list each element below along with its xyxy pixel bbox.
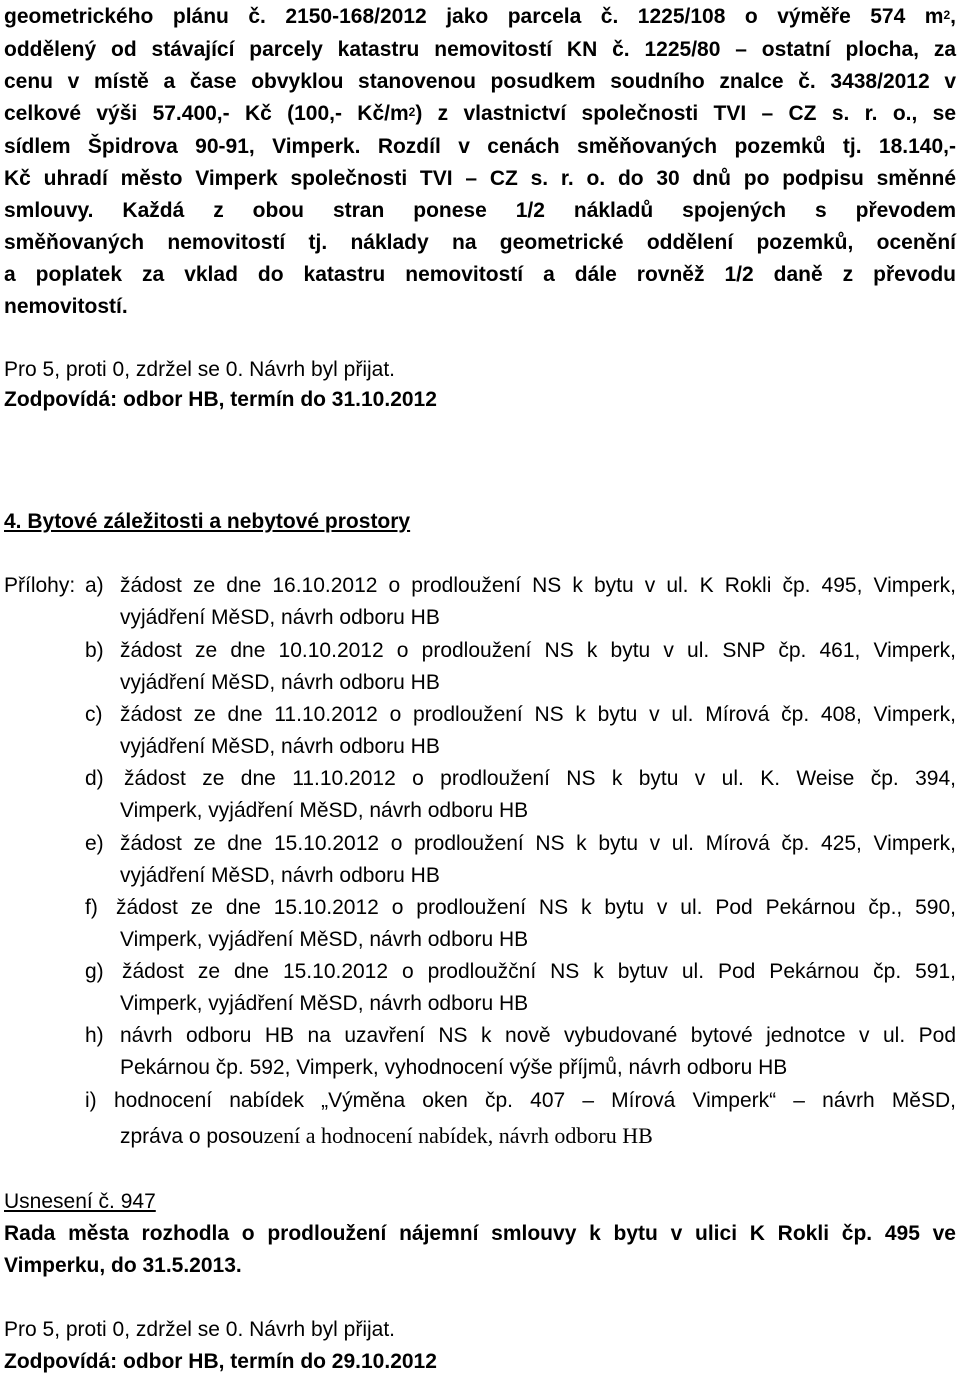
attachment-item: žádost ze dne 11.10.2012 o prodloužení NS k bytu v ul. Mírová čp. 408, Vimperk,: [120, 703, 956, 726]
attachments-label: Přílohy:: [4, 574, 76, 597]
resolution-text-line: Rada města rozhodla o prodloužení nájemní smlouvy k bytu v ulici K Rokli čp. 495 ve: [4, 1222, 956, 1245]
paragraph-line: Kč uhradí město Vimperk společnosti TVI – CZ s. r. o. do 30 dnů po podpisu směnné: [4, 167, 956, 190]
attachment-item: hodnocení nabídek „Výměna oken čp. 407 – Mírová Vimperk“ – návrh MěSD,: [114, 1089, 956, 1112]
attachment-item: žádost ze dne 16.10.2012 o prodloužení NS k bytu v ul. K Rokli čp. 495, Vimperk,: [120, 574, 956, 597]
attachment-item-cont: Vimperk, vyjádření MěSD, návrh odboru HB: [120, 928, 529, 951]
responsible-note: Zodpovídá: odbor HB, termín do 29.10.2012: [4, 1350, 437, 1373]
resolution-title: Usnesení č. 947: [4, 1190, 156, 1213]
attachment-item-cont: vyjádření MěSD, návrh odboru HB: [120, 735, 440, 758]
attachment-item: žádost ze dne 15.10.2012 o prodloužení NS k bytu v ul. Mírová čp. 425, Vimperk,: [120, 832, 956, 855]
attachment-item-cont: Vimperk, vyjádření MěSD, návrh odboru HB: [120, 799, 529, 822]
paragraph-line: cenu v místě a čase obvyklou stanovenou posudkem soudního znalce č. 3438/2012 v: [4, 70, 956, 93]
paragraph-line: a poplatek za vklad do katastru nemovitostí a dále rovněž 1/2 daně z převodu: [4, 263, 956, 286]
vote-result: Pro 5, proti 0, zdržel se 0. Návrh byl přijat.: [4, 358, 395, 381]
paragraph-line: směňovaných nemovitostí tj. náklady na geometrické oddělení pozemků, ocenění: [4, 231, 956, 254]
section-heading: 4. Bytové záležitosti a nebytové prostory: [4, 510, 411, 533]
attachment-marker: f): [85, 896, 98, 919]
paragraph-line: celkové výši 57.400,- Kč (100,- $Kč/m^2$) z vlastnictví společnosti TVI – CZ s. r. o., se: [4, 102, 956, 125]
attachment-item-cont: vyjádření MěSD, návrh odboru HB: [120, 671, 440, 694]
attachment-item: žádost ze dne 15.10.2012 o prodloužční NS k bytuv ul. Pod Pekárnou čp. 591,: [122, 960, 956, 983]
attachment-item-cont: Pekárnou čp. 592, Vimperk, vyhodnocení výše příjmů, návrh odboru HB: [120, 1056, 788, 1079]
attachment-marker: e): [85, 832, 104, 855]
resolution-text-line: Vimperku, do 31.5.2013.: [4, 1254, 242, 1277]
vote-result: Pro 5, proti 0, zdržel se 0. Návrh byl přijat.: [4, 1318, 395, 1341]
attachment-item-cont: zpráva o posouzení a hodnocení nabídek, návrh odboru HB: [120, 1123, 653, 1148]
paragraph-line: geometrického plánu č. 2150-168/2012 jako parcela č. 1225/108 o výměře 574 $m^2$,: [4, 5, 956, 28]
paragraph-line: nemovitostí.: [4, 295, 128, 318]
paragraph-line: sídlem Špidrova 90-91, Vimperk. Rozdíl v cenách směňovaných pozemků tj. 18.140,-: [4, 135, 956, 158]
attachment-marker: i): [85, 1089, 97, 1112]
attachment-item-cont: Vimperk, vyjádření MěSD, návrh odboru HB: [120, 992, 529, 1015]
attachment-item: návrh odboru HB na uzavření NS k nově vybudované bytové jednotce v ul. Pod: [120, 1024, 956, 1047]
attachment-marker: b): [85, 639, 104, 662]
responsible-note: Zodpovídá: odbor HB, termín do 31.10.2012: [4, 388, 437, 411]
attachment-marker: h): [85, 1024, 104, 1047]
attachment-marker: a): [85, 574, 104, 597]
attachment-marker: d): [85, 767, 104, 790]
attachment-marker: g): [85, 960, 104, 983]
attachment-item-cont: vyjádření MěSD, návrh odboru HB: [120, 864, 440, 887]
paragraph-line: smlouvy. Každá z obou stran ponese 1/2 nákladů spojených s převodem: [4, 199, 956, 222]
paragraph-line: oddělený od stávající parcely katastru nemovitostí KN č. 1225/80 – ostatní plocha, za: [4, 38, 956, 61]
attachment-item: žádost ze dne 10.10.2012 o prodloužení NS k bytu v ul. SNP čp. 461, Vimperk,: [120, 639, 956, 662]
attachment-marker: c): [85, 703, 103, 726]
attachment-item: žádost ze dne 15.10.2012 o prodloužení NS k bytu v ul. Pod Pekárnou čp., 590,: [116, 896, 956, 919]
attachment-item: žádost ze dne 11.10.2012 o prodloužení NS k bytu v ul. K. Weise čp. 394,: [124, 767, 956, 790]
attachment-item-cont: vyjádření MěSD, návrh odboru HB: [120, 606, 440, 629]
